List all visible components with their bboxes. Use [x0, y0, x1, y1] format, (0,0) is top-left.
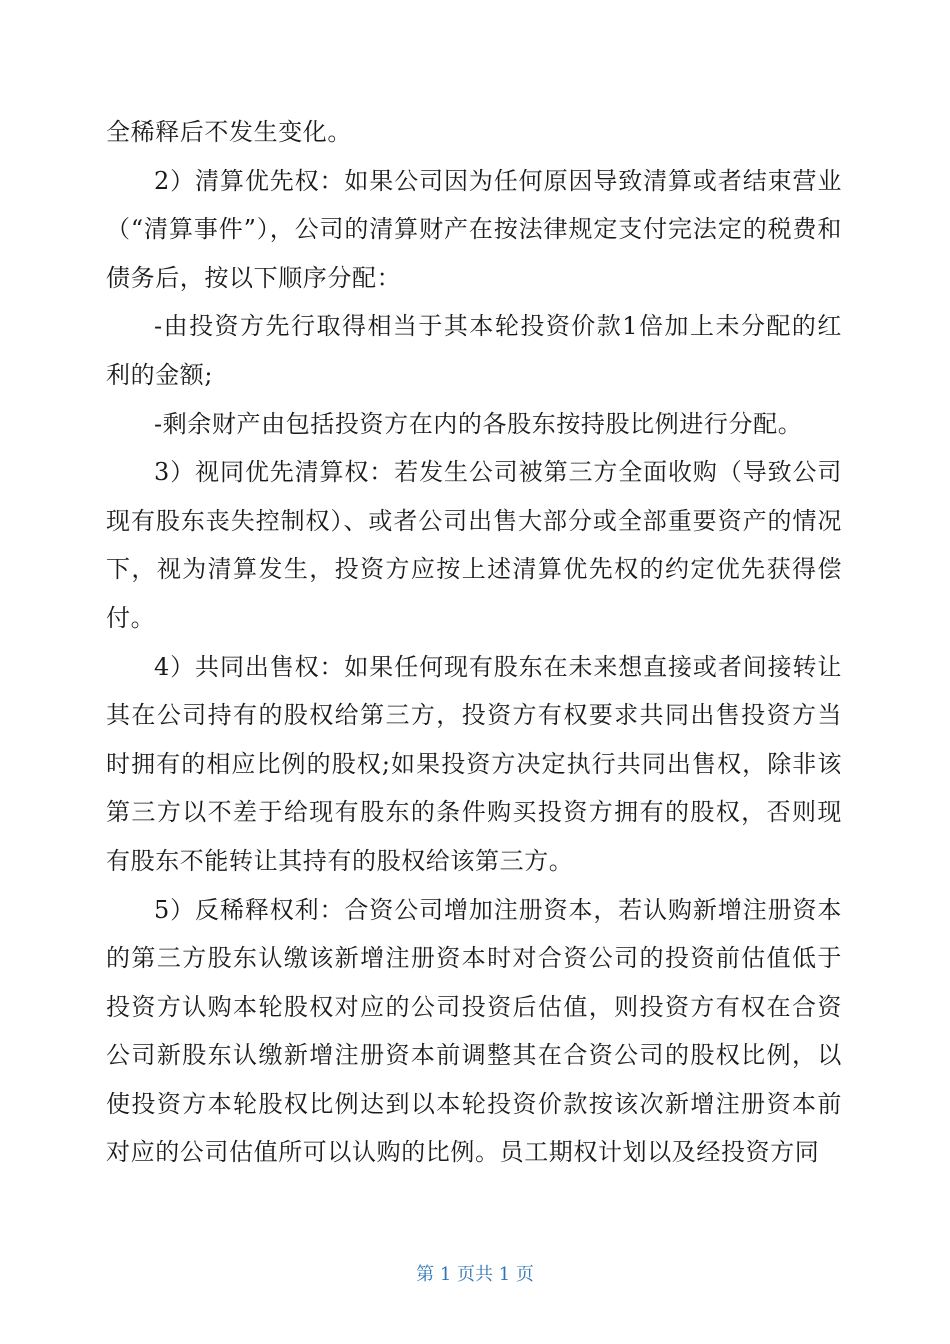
paragraph-anti-dilution: 5）反稀释权利：合资公司增加注册资本，若认购新增注册资本的第三方股东认缴该新增注册资本时对合资公司的投资前估值低于投资方认购本轮股权对应的公司投资后估值，则投资方有权在合资公司新股东认缴新增注册资本前调整其在合资公司的股权比例，以使投资方本轮股权比例达到以本轮投资价款按该次新增注册资本前对应的公司估值所可以认购的比例。员工期权计划以及经投资方同 — [106, 895, 842, 1167]
paragraph-remaining-assets: -剩余财产由包括投资方在内的各股东按持股比例进行分配。 — [154, 409, 803, 438]
paragraph-investor-first-payout: -由投资方先行取得相当于其本轮投资价款1倍加上未分配的红利的金额; — [106, 312, 842, 389]
paragraph-continuation: 全稀释后不发生变化。 — [106, 118, 352, 146]
page-number-footer: 第 1 页共 1 页 — [416, 1264, 534, 1285]
paragraph-co-sale-right: 4）共同出售权：如果任何现有股东在未来想直接或者间接转让其在公司持有的股权给第三方，投资方有权要求共同出售投资方当时拥有的相应比例的股权;如果投资方决定执行共同出售权，除非该第三方以不差于给现有股东的条件购买投资方拥有的股权，否则现有股东不能转让其持有的股权给该第三方。 — [106, 652, 842, 875]
paragraph-liquidation-preference: 2）清算优先权：如果公司因为任何原因导致清算或者结束营业（“清算事件”），公司的清算财产在按法律规定支付完法定的税费和债务后，按以下顺序分配： — [106, 166, 842, 292]
document-body — [106, 108, 842, 1177]
paragraph-deemed-liquidation: 3）视同优先清算权：若发生公司被第三方全面收购（导致公司现有股东丧失控制权）、或者公司出售大部分或全部重要资产的情况下，视为清算发生，投资方应按上述清算优先权的约定优先获得偿付。 — [106, 458, 842, 632]
